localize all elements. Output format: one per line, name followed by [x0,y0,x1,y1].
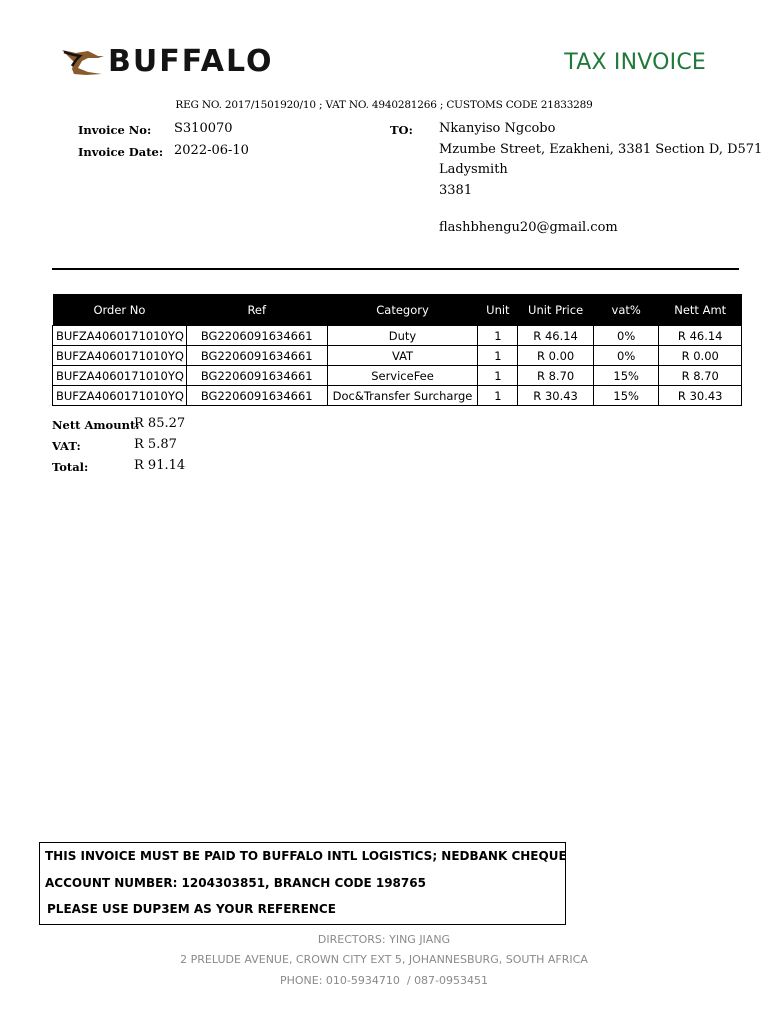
recipient-address [439,119,762,201]
total-value: R 91.14 [134,458,186,473]
nett-amt-cell: R 30.43 [659,386,742,406]
table-row [53,326,742,346]
vat-cell: 0% [593,346,659,366]
unit-price-cell: R 46.14 [518,326,594,346]
vat-cell: 15% [593,386,659,406]
table-row [53,346,742,366]
unit-price-cell: R 8.70 [518,366,594,386]
vat-label: VAT: [52,439,81,453]
address-line-2: Ladysmith [439,162,508,177]
total-label: Total: [52,460,89,474]
order-no-cell: BUFZA4060171010YQ [53,366,187,386]
invoice-no-label: Invoice No: [78,123,152,137]
divider [52,268,739,270]
nett-amt-cell: R 0.00 [659,346,742,366]
recipient-email: flashbhengu20@gmail.com [439,220,618,235]
column-header: Order No [53,294,187,326]
table-row [53,386,742,406]
column-header: vat% [593,294,659,326]
ref-cell: BG2206091634661 [186,326,327,346]
unit-cell: 1 [478,366,518,386]
vat-cell: 0% [593,326,659,346]
category-cell: Duty [327,326,478,346]
registration-line: REG NO. 2017/1501920/10 ; VAT NO. 4940281266 ; CUSTOMS CODE 21833289 [175,99,593,111]
unit-price-cell: R 30.43 [518,386,594,406]
nett-amount-label: Nett Amount: [52,418,140,432]
buffalo-logo [58,42,274,82]
vat-cell: 15% [593,366,659,386]
column-header: Category [327,294,478,326]
column-header: Nett Amt [659,294,742,326]
document-title: TAX INVOICE [564,50,706,75]
invoice-date-value: 2022-06-10 [174,143,249,158]
category-cell: Doc&Transfer Surcharge [327,386,478,406]
order-no-cell: BUFZA4060171010YQ [53,386,187,406]
nett-amount-value: R 85.27 [134,416,186,431]
column-header: Ref [186,294,327,326]
unit-cell: 1 [478,326,518,346]
unit-price-cell: R 0.00 [518,346,594,366]
payment-instructions-box [39,842,566,925]
footer-phone: PHONE: 010-5934710 / 087-0953451 [279,974,489,987]
invoice-items-table [52,294,742,406]
brand-name: BUFFALO [108,44,274,79]
ref-cell: BG2206091634661 [186,386,327,406]
payment-line-2: ACCOUNT NUMBER: 1204303851, BRANCH CODE 198765 [45,876,426,890]
order-no-cell: BUFZA4060171010YQ [53,346,187,366]
nett-amt-cell: R 8.70 [659,366,742,386]
category-cell: VAT [327,346,478,366]
order-no-cell: BUFZA4060171010YQ [53,326,187,346]
recipient-name: Nkanyiso Ngcobo [439,121,556,136]
table-header-row [53,294,742,326]
column-header: Unit Price [518,294,594,326]
address-line-1: Mzumbe Street, Ezakheni, 3381 Section D, D571 [439,141,763,157]
buffalo-horn-icon [58,44,106,80]
table-row [53,366,742,386]
category-cell: ServiceFee [327,366,478,386]
address-line-3: 3381 [439,182,473,198]
ref-cell: BG2206091634661 [186,366,327,386]
footer-address: 2 PRELUDE AVENUE, CROWN CITY EXT 5, JOHANNESBURG, SOUTH AFRICA [180,953,588,966]
payment-line-1: THIS INVOICE MUST BE PAID TO BUFFALO INTL LOGISTICS; NEDBANK CHEQUE [45,849,567,863]
unit-cell: 1 [478,386,518,406]
column-header: Unit [478,294,518,326]
vat-value: R 5.87 [134,437,177,452]
invoice-date-label: Invoice Date: [78,145,164,159]
invoice-no-value: S310070 [174,121,233,136]
footer-directors: DIRECTORS: YING JIANG [317,933,451,946]
to-label: TO: [390,123,413,137]
ref-cell: BG2206091634661 [186,346,327,366]
payment-line-3: PLEASE USE DUP3EM AS YOUR REFERENCE [47,902,336,916]
unit-cell: 1 [478,346,518,366]
nett-amt-cell: R 46.14 [659,326,742,346]
